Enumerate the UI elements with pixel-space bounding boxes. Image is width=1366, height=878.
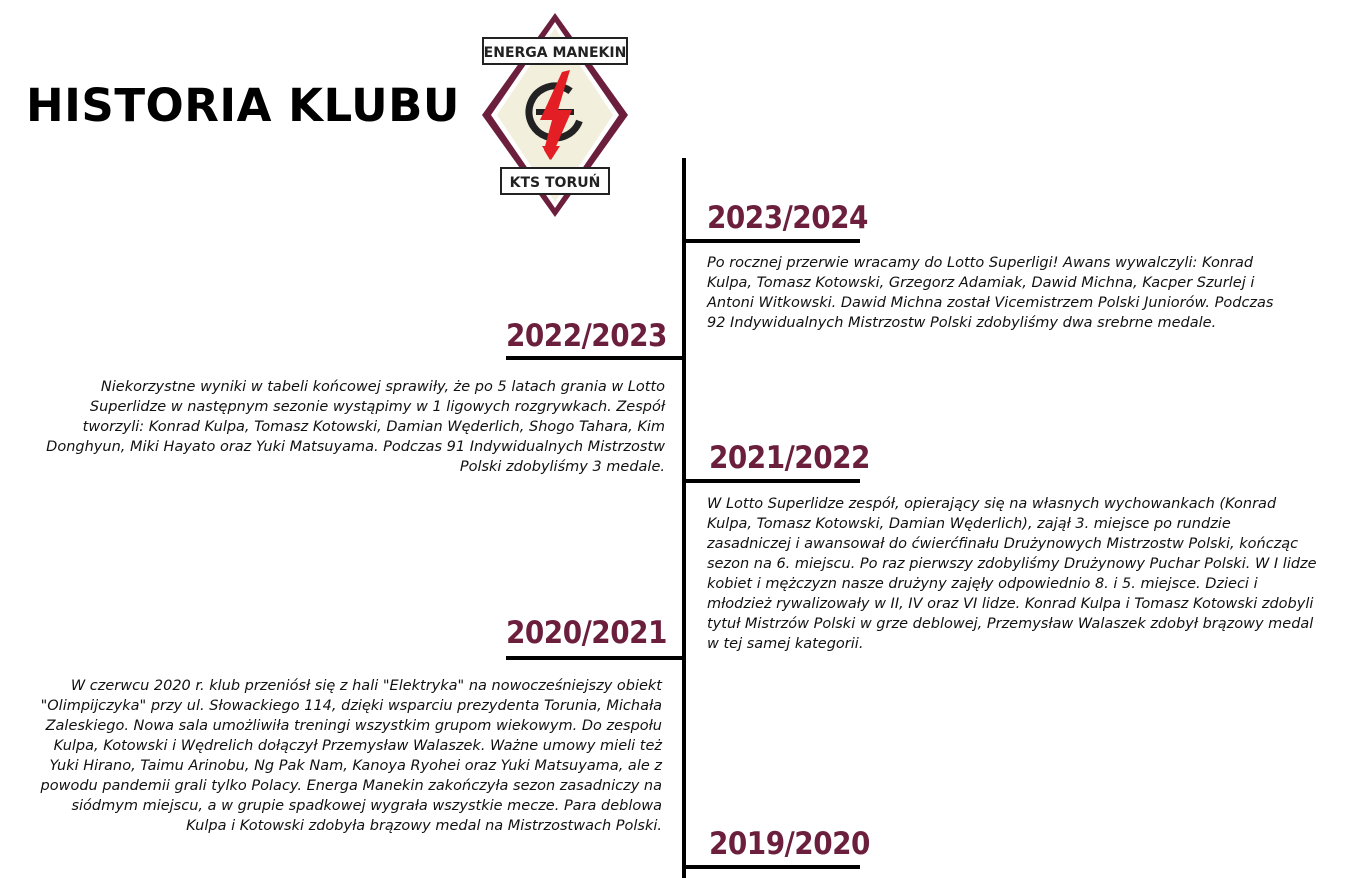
season-text-2020-2021: W czerwcu 2020 r. klub przeniósł się z hali "Elektryka" na nowocześniejszy obiekt "Olimpijczyka" przy ul. Słowackiego 114, dzięki wsparciu prezydenta Torunia, Michała Zaleskiego. Nowa sala umożliwiła treningi wszystkim grupom wiekowym. Do zespołu Kulpa, Kotowski i Wędrelich dołączył Przemysław Walaszek. Ważne umowy mieli też Yuki Hirano, Taimu Arinobu, Ng Pak Nam, Kanoya Ryohei oraz Yuki Matsuyama, ale z powodu pandemii grali tylko Polacy. Energa Manekin zakończyła sezon zasadniczy na siódmym miejscu, a w grupie spadkowej wygrała wszystkie mecze. Para deblowa Kulpa i Kotowski zdobyła brązowy medal na Mistrzostwach Polski. [40,678,662,834]
season-heading-2023-2024: 2023/2024 [707,200,868,236]
season-text-2021-2022: W Lotto Superlidze zespół, opierający się na własnych wychowankach (Konrad Kulpa, Tomasz Kotowski, Damian Węderlich), zajął 3. miejsce po rundzie zasadniczej i awansował do ćwierćfinału Drużynowych Mistrzostw Polski, kończąc sezon na 6. miejscu. Po raz pierwszy zdobyliśmy Drużynowy Puchar Polski. W I lidze kobiet i mężczyzn nasze drużyny zajęły odpowiednio 8. i 5. miejsce. Dzieci i młodzież rywalizowały w II, IV oraz VI lidze. Konrad Kulpa i Tomasz Kotowski zdobyli tytuł Mistrzów Polski w grze deblowej, Przemysław Walaszek zdobył brązowy medal w tej samej kategorii. [707,496,1317,652]
season-heading-2022-2023: 2022/2023 [506,318,667,354]
logo-top-text: ENERGA MANEKIN [483,45,627,61]
season-underline-2022-2023 [506,356,684,360]
season-underline-2019-2020 [686,865,860,869]
season-text-2022-2023: Niekorzystne wyniki w tabeli końcowej sprawiły, że po 5 latach grania w Lotto Superlidze w następnym sezonie wystąpimy w 1 ligowych rozgrywkach. Zespół tworzyli: Konrad Kulpa, Tomasz Kotowski, Damian Węderlich, Shogo Tahara, Kim Donghyun, Miki Hayato oraz Yuki Matsuyama. Podczas 91 Indywidualnych Mistrzostw Polski zdobyliśmy 3 medale. [46,379,665,475]
club-logo [478,10,632,220]
season-heading-2020-2021: 2020/2021 [506,615,667,651]
season-underline-2020-2021 [506,656,684,660]
season-text-2023-2024: Po rocznej przerwie wracamy do Lotto Superligi! Awans wywalczyli: Konrad Kulpa, Tomasz Kotowski, Grzegorz Adamiak, Dawid Michna, Kacper Szurlej i Antoni Witkowski. Dawid Michna został Vicemistrzem Polski Juniorów. Podczas 92 Indywidualnych Mistrzostw Polski zdobyliśmy dwa srebrne medale. [707,255,1274,331]
season-underline-2021-2022 [686,479,860,483]
season-heading-2019-2020: 2019/2020 [709,826,870,862]
season-underline-2023-2024 [686,239,860,243]
timeline-axis [682,158,686,878]
page-title: HISTORIA KLUBU [26,79,460,132]
logo-bottom-text: KTS TORUŃ [509,175,601,191]
season-heading-2021-2022: 2021/2022 [709,440,870,476]
